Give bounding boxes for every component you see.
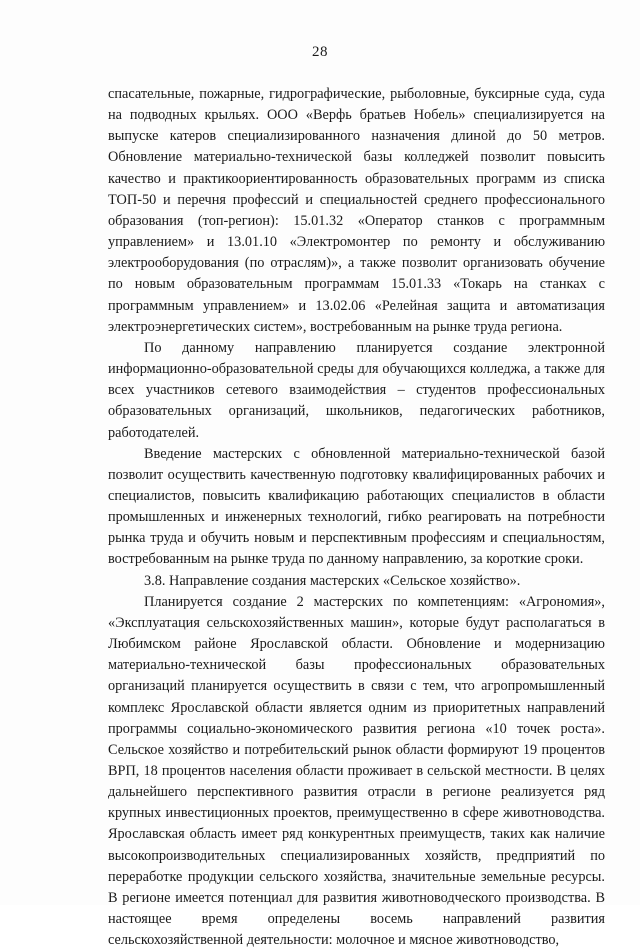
paragraph-agriculture-workshops: Планируется создание 2 мастерских по компетенциям: «Агрономия», «Эксплуатация сельскохозяйственных машин», которые будут располагаться в Любимском районе Ярославской области. Обновление и модернизацию материально-технической базы профессиональных образовательных организаций планируется осуществить в связи с тем, что агропромышленный комплекс Ярославской области является одним из приоритетных направлений программы социально-экономического развития региона «10 точек роста». Сельское хозяйство и потребительский рынок области формируют 19 процентов ВРП, 18 процентов населения области проживает в сельской местности. В целях дальнейшего перспективного развития отрасли в регионе реализуется ряд крупных инвестиционных проектов, преимущественно в сфере животноводства. Ярославская область имеет ряд конкурентных преимуществ, таких как наличие высокопроизводительных специализированных хозяйств, предприятий по переработке продукции сельского хозяйства, значительные земельные ресурсы. В регионе имеется потенциал для развития животноводческого производства. В настоящее время определены восемь направлений развития сельскохозяйственной деятельности: молочное и мясное животноводство, [108, 593, 605, 949]
paragraph-workshops-introduction: Введение мастерских с обновленной материально-технической базой позволит осуществить качественную подготовку квалифицированных рабочих и специалистов, повысить квалификацию работающих специалистов в области промышленных и инженерных технологий, гибко реагировать на потребности рынка труда и обучить новым и перспективным профессиям и специальностям, востребованным на рынке труда по данному направлению, за короткие сроки. [108, 445, 605, 568]
paragraph-electronic-environment: По данному направлению планируется создание электронной информационно-образовательной среды для обучающихся колледжа, а также для всех участников сетевого взаимодействия – студентов профессиональных образовательных организаций, школьников, педагогических работников, работодателей. [108, 339, 605, 441]
body-text [108, 84, 605, 951]
paragraph-shipbuilding-continued: спасательные, пожарные, гидрографические, рыболовные, буксирные суда, суда на подводных крыльях. ООО «Верфь братьев Нобель» специализируется на выпуске катеров специализированного назначения длиной до 50 метров. Обновление материально-технической базы колледжей позволит повысить качество и практикоориентированность образовательных программ из списка ТОП-50 и перечня профессий и специальностей среднего профессионального образования (топ-регион): 15.01.32 «Оператор станков с программным управлением» и 13.01.10 «Электромонтер по ремонту и обслуживанию электрооборудования (по отраслям)», а также позволит организовать обучение по новым образовательным программам 15.01.33 «Токарь на станках с программным управлением» и 13.02.06 «Релейная защита и автоматизация электроэнергетических систем», востребованным на рынке труда региона. [108, 86, 605, 335]
page-number: 28 [312, 44, 328, 60]
section-heading-agriculture: 3.8. Направление создания мастерских «Сельское хозяйство». [144, 572, 521, 589]
